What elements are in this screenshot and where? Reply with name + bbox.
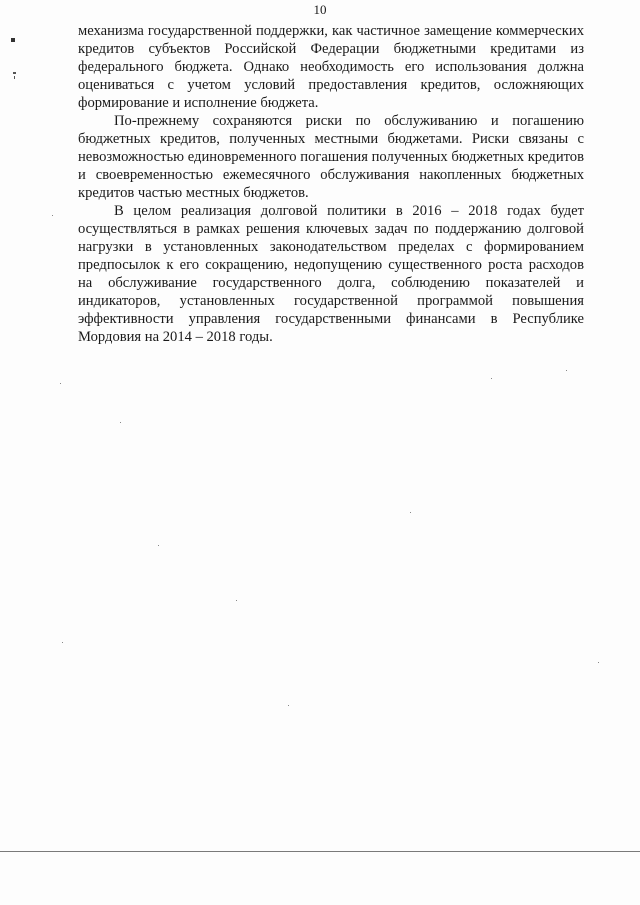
scan-speck [491, 378, 492, 379]
document-body [78, 22, 584, 346]
scan-speck [120, 422, 121, 423]
paragraph: По-прежнему сохраняются риски по обслуживанию и погашению бюджетных кредитов, полученных местными бюджетами. Риски связаны с невозможностью единовременного погашения полученных бюджетных кредитов и своевременностью ежемесячного обслуживания накопленных бюджетных кредитов частью местных бюджетов. [78, 113, 584, 201]
page-number: 10 [313, 2, 327, 17]
scan-speck [158, 545, 159, 546]
page-bottom-rule [0, 851, 640, 852]
paragraph: В целом реализация долговой политики в 2016 – 2018 годах будет осуществляться в рамках решения ключевых задач по поддержанию долговой нагрузки в установленных законодательством пределах с формированием предпосылок к его сокращению, недопущению существенного роста расходов на обслуживание государственного долга, соблюдению показателей и индикаторов, установленных государственной программой повышения эффективности управления государственными финансами в Республике Мордовия на 2014 – 2018 годы. [78, 203, 584, 345]
scan-speck [566, 370, 567, 371]
scan-speck [236, 600, 237, 601]
paragraph-continued: механизма государственной поддержки, как частичное замещение коммерческих кредитов субъектов Российской Федерации бюджетными кредитами из федерального бюджета. Однако необходимость его использования должна оцениваться с учетом условий предоставления кредитов, осложняющих формирование и исполнение бюджета. [78, 23, 584, 111]
scan-speck [410, 512, 411, 513]
scan-artifact-dot [11, 38, 15, 42]
scan-speck [60, 383, 61, 384]
scan-artifact-mark [13, 72, 16, 74]
scan-speck [288, 705, 289, 706]
scan-speck [52, 215, 53, 216]
scan-speck [598, 662, 599, 663]
scan-artifact-mark [14, 76, 15, 79]
scan-speck [62, 642, 63, 643]
